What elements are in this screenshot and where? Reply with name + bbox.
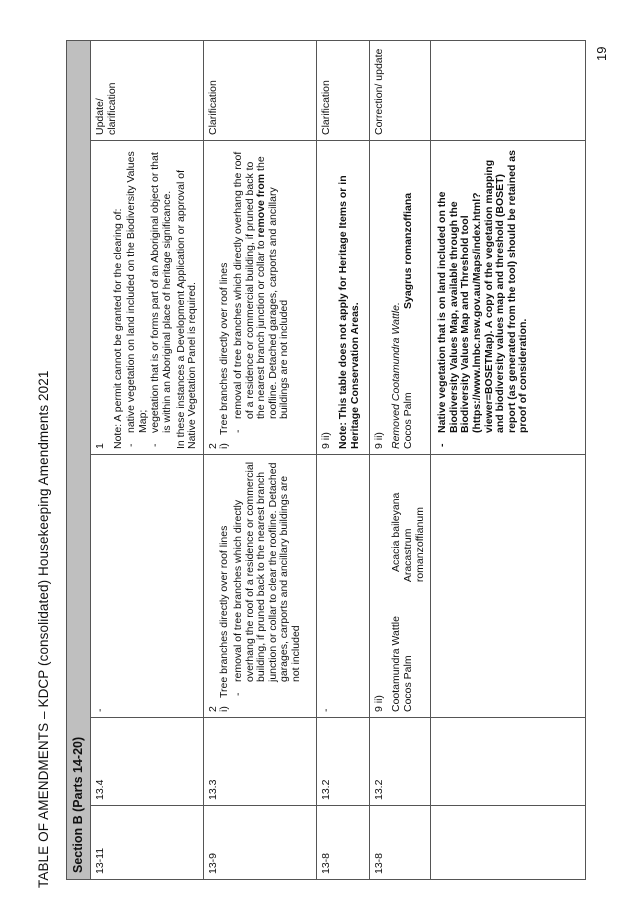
table-row [431, 40, 586, 879]
list-item: - native vegetation on land included on the Biodiversity Values Map; [126, 146, 149, 449]
ref-number: 2 [206, 443, 219, 449]
tree-botanical-name: Syagrus romanzoffiana [401, 192, 414, 309]
existing-text-cell: - [316, 455, 369, 718]
dash-list [233, 146, 291, 435]
dash-list [437, 146, 530, 449]
amendments-table [66, 40, 586, 880]
reason-cell: Clarification [316, 40, 369, 140]
page-cell [431, 806, 586, 880]
ref-number: 9 ii) [319, 432, 332, 449]
section-header-row [67, 40, 91, 879]
bold-insertion: remove from [255, 173, 268, 238]
existing-text-cell [431, 455, 586, 718]
ref-number: 2 [206, 706, 219, 712]
closing-text: In these instances a Development Application or approval of Native Vegetation Panel is required. [174, 169, 199, 449]
note-text: Note: A permit cannot be granted for the clearing of: [111, 208, 124, 449]
list-item: - removal of tree branches which directly overhang the roof of a residence or commercial building, if pruned back to the nearest branch junction or collar to clear the roofline. Detached garages, carports and ancillary buildings are not included [233, 460, 303, 698]
ref-number: 1 [94, 443, 106, 449]
table-row [91, 40, 204, 879]
ref-number: 9 ii) [372, 695, 385, 712]
tree-common-name: Cocos Palm [401, 392, 414, 449]
amended-text-cell [91, 141, 204, 455]
amended-text-cell [203, 141, 316, 455]
list-item: - vegetation that is or forms part of an Aboriginal object or that is within an Aboriginal place of heritage significance. [150, 146, 173, 449]
clause-cell [431, 718, 586, 806]
reason-cell [431, 40, 586, 140]
existing-text-cell [203, 455, 316, 718]
amended-text-cell [369, 141, 430, 455]
sub-item-text: Tree branches directly over roof lines [218, 525, 231, 698]
dash-list [233, 460, 303, 698]
reason-cell: Clarification [203, 40, 316, 140]
table-row [369, 40, 430, 879]
reason-cell: Update/ clarification [91, 40, 204, 140]
sub-item [219, 146, 291, 449]
ref-number: 9 ii) [372, 432, 385, 449]
list-item [233, 146, 291, 435]
page-cell: 13-9 [203, 806, 316, 880]
tree-line [403, 460, 426, 712]
page-cell: 13-8 [316, 806, 369, 880]
clause-cell: 13.2 [369, 718, 430, 806]
section-header: Section B (Parts 14-20) [67, 40, 91, 879]
existing-text-cell [369, 455, 430, 718]
page-cell: 13-11 [91, 806, 204, 880]
table-row [203, 40, 316, 879]
clause-cell: 13.3 [203, 718, 316, 806]
clause-cell: 13.2 [316, 718, 369, 806]
tree-line [403, 146, 415, 449]
amendments-table-container [66, 41, 571, 880]
sub-item [219, 460, 302, 712]
tree-botanical-name: Acacia baileyana [390, 492, 403, 572]
clause-cell: 13.4 [91, 718, 204, 806]
sub-item-text: Tree branches directly over roof lines [218, 262, 231, 435]
table-row [316, 40, 369, 879]
dash-text-part: the roofline. Detached garages, carports and ancillary buildings are not included [255, 156, 291, 419]
amended-text-cell [431, 141, 586, 455]
removed-note: Removed Cootamundra Wattle. [390, 302, 403, 449]
reason-cell: Correction/ update [369, 40, 430, 140]
dash-text-part: removal of tree branches which directly overhang the roof of a residence or commercial building, if pruned back to the nearest branch junction or collar to [231, 151, 268, 419]
page-title: TABLE OF AMENDMENTS – KDCP (consolidated) Housekeeping Amendments 2021 [36, 370, 51, 888]
tree-common-name: Cocos Palm [401, 655, 414, 712]
list-item: - Native vegetation that is on land included on the Biodiversity Values Map, available through the Biodiversity Values Map and Threshold tool (https://www.lmbc.nsw.gov.au/Maps/index.html?viewer=BOSETMap). A copy of the vegetation mapping and biodiversity values map and threshold (BOSET) report (as generated from the tool) should be retained as proof of consideration. [437, 146, 530, 449]
tree-botanical-name: Aracastrum romanzoffianum [401, 507, 426, 583]
page-number: 19 [594, 46, 609, 61]
page-cell: 13-8 [369, 806, 430, 880]
note-text: Note: This table does not apply for Heritage Items or in Heritage Conservation Areas. [337, 175, 361, 449]
sub-item-label: i) [218, 443, 231, 449]
amended-text-cell [316, 141, 369, 455]
existing-text-cell: - [91, 455, 204, 718]
dash-list [126, 146, 173, 449]
sub-item-label: i) [218, 706, 231, 712]
tree-common-name: Cootamundra Wattle [390, 616, 403, 712]
